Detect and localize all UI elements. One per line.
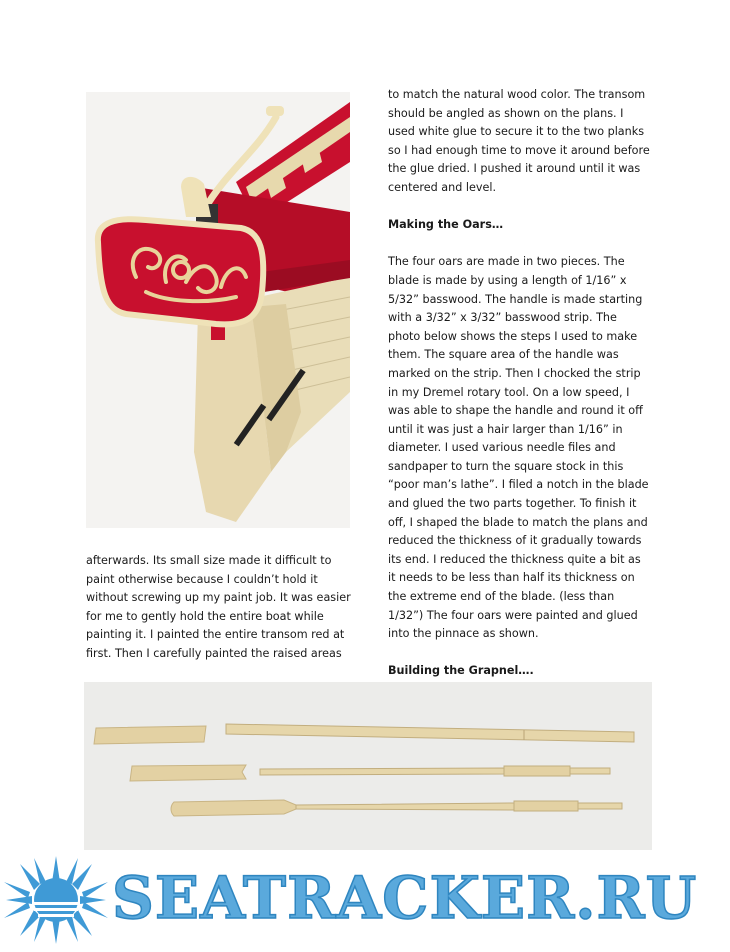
left-column — [86, 552, 352, 664]
heading-building-grapnel: Building the Grapnel…. — [388, 664, 534, 678]
boat-transom-photo — [86, 92, 350, 528]
right-paragraph-2: The four oars are made in two pieces. The blade is made by using a length of 1/16” x 5/32” basswood. The handle is made starting with a 3/32” x 3/32” basswood strip. The photo below shows the steps I used to make them. The square area of the handle was marked on the strip. Then I chocked the strip in my Dremel rotary tool. On a low speed, I was able to shape the handle and round it off until it was just a hair larger than 1/16” in diameter. I used various needle files and sandpaper to turn the square stock in this “poor man’s lathe”. I filed a notch in the blade and glued the two parts together. To finish it off, I shaped the blade to match the plans and reduced the thickness of it gradually towards its end. I reduced the thickness quite a bit as it needs to be less than half its thickness on the extreme end of the blade. (less than 1/32”) The four oars were painted and glued into the pinnace as shown. — [388, 255, 649, 641]
watermark-text: SEATRACKER.RU — [112, 864, 698, 932]
left-paragraph: afterwards. Its small size made it difficult to paint otherwise because I couldn’t hold it without screwing up my paint job. It was easier for me to gently hold the entire boat while painting it. I painted the entire transom red at first. Then I carefully painted the raised areas — [86, 554, 351, 660]
sun-wave-logo-icon — [0, 852, 110, 948]
right-column — [388, 86, 650, 681]
heading-making-oars: Making the Oars… — [388, 218, 504, 232]
right-paragraph-1: to match the natural wood color. The transom should be angled as shown on the plans. I used white glue to secure it to the two planks so I had enough time to move it around before the glue dried. I pushed it around until it was centered and level. — [388, 88, 650, 194]
oars-steps-photo — [84, 682, 652, 850]
